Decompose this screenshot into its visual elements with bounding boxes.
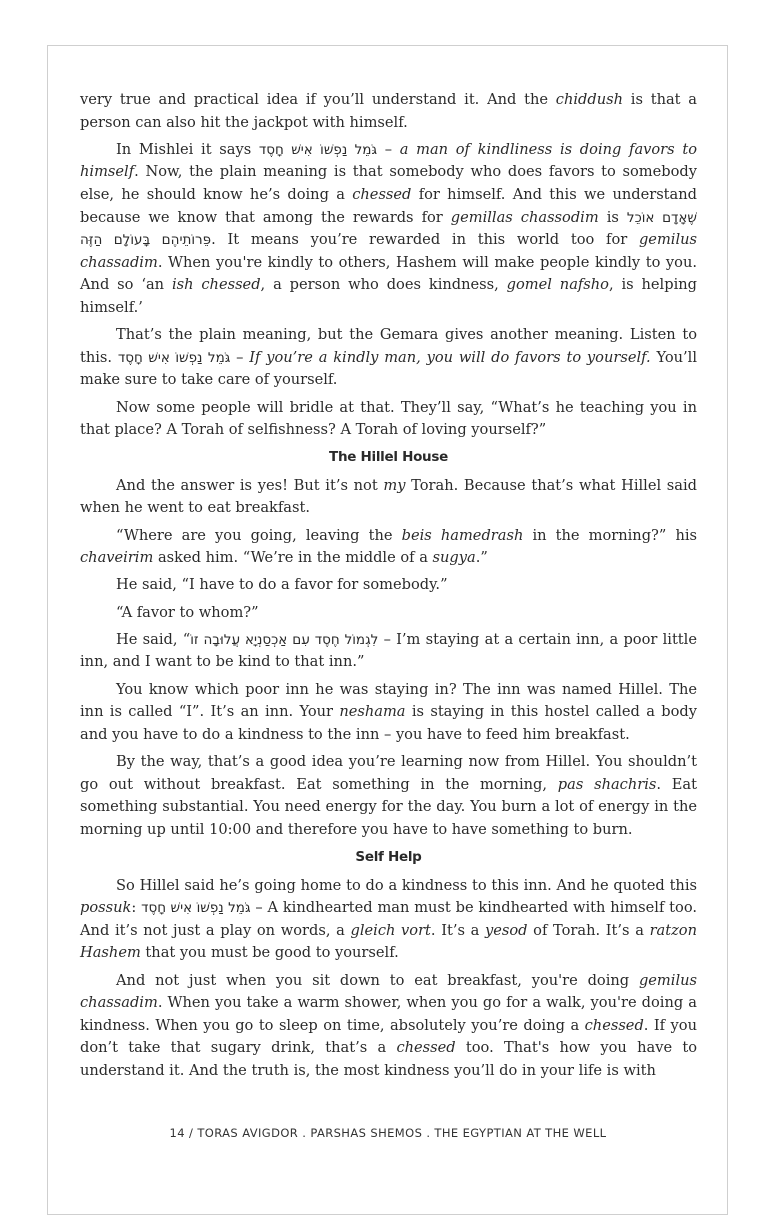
hebrew-quote: לִגְמוֹל חֶסֶד עִם אַכְסַנְיָא עֲלוּבָה זוֹ xyxy=(190,631,379,648)
text-run: So Hillel said he’s going home to do a kindness to this inn. And he quoted this xyxy=(116,876,697,894)
text-run: . If you don’t take that sugary drink, that’s a xyxy=(80,1016,697,1057)
italic-term: gemilus chassadim xyxy=(80,971,697,1012)
hebrew-quote: גֹּמֵל נַפְשׁוֹ אִישׁ חָסֶד xyxy=(141,900,251,917)
paragraph xyxy=(80,751,697,841)
page-body xyxy=(80,89,697,1087)
text-run: Torah. Because that’s what Hillel said when he went to eat breakfast. xyxy=(80,476,698,517)
text-run: is staying in this hostel called a body and you have to do a kindness to the inn – you have to feed him breakfast. xyxy=(80,703,697,743)
text-run: – A kindhearted man must be kindhearted with himself too. And it’s not just a play on words, a xyxy=(80,899,697,939)
text-run: . Eat something substantial. You need energy for the day. You burn a lot of energy in the morning up until 10:00 and therefore you have to have something to burn. xyxy=(80,775,697,838)
italic-term: gleich vort xyxy=(350,921,431,939)
text-run: very true and practical idea if you’ll understand it. And the xyxy=(80,91,556,108)
text-run: . When you take a warm shower, when you go for a walk, you're doing a kindness. When you go to sleep on time, absolutely you’re doing a xyxy=(80,994,697,1034)
text-run: By the way, that’s a good idea you’re learning now from Hillel. You shouldn’t go out without breakfast. Eat something in the morning, xyxy=(80,752,697,793)
text-run: , is helping himself.’ xyxy=(80,276,697,316)
italic-term: ratzon Hashem xyxy=(80,921,697,962)
text-run: : xyxy=(131,899,142,917)
text-run: , a person who does kindness, xyxy=(260,276,507,294)
italic-term: neshama xyxy=(339,703,406,721)
text-run: – xyxy=(377,140,400,158)
text-run: asked him. “We’re in the middle of a xyxy=(153,549,433,567)
text-run: is that a person can also hit the jackpot with himself. xyxy=(80,91,697,131)
paragraph xyxy=(80,525,697,570)
text-run: Now some people will bridle at that. They’ll say, “What’s he teaching you in that place? A Torah of selfishness? A Torah of loving yourself?” xyxy=(80,398,697,439)
text-run: In Mishlei it says xyxy=(116,140,259,158)
italic-term: ish chessed xyxy=(171,276,261,294)
italic-term: chessed xyxy=(396,1039,456,1057)
text-run: You’ll make sure to take care of yourself. xyxy=(80,348,697,389)
text-run: for himself. And this we understand because we know that among the rewards for xyxy=(80,185,697,226)
text-run: – xyxy=(230,348,250,366)
italic-term: my xyxy=(383,476,406,494)
paragraph xyxy=(80,475,697,520)
paragraph xyxy=(80,679,697,747)
italic-term: If you’re a kindly man, you will do favors to yourself. xyxy=(249,348,651,366)
italic-term: gomel nafsho xyxy=(506,276,609,294)
italic-term: gemillas chassodim xyxy=(450,208,599,226)
italic-term: yesod xyxy=(485,921,528,939)
italic-term: a man of kindliness is doing favors to himself xyxy=(80,140,697,181)
text-run: .” xyxy=(475,549,488,567)
italic-term: possuk xyxy=(80,899,132,917)
text-run: And not just when you sit down to eat breakfast, you're doing xyxy=(116,971,639,989)
text-run: You know which poor inn he was staying in? The inn was named Hillel. The inn is called “I”. It’s an inn. Your xyxy=(80,680,697,721)
paragraph xyxy=(80,574,697,597)
text-run: in the morning?” his xyxy=(523,526,697,544)
hebrew-quote: גֹּמֵל נַפְשׁוֹ אִישׁ חָסֶד xyxy=(258,141,378,158)
text-run: “Where are you going, leaving the xyxy=(116,526,402,544)
text-run: . It means you’re rewarded in this world too for xyxy=(211,231,639,249)
section-heading xyxy=(80,846,697,869)
hebrew-quote: שֶׁאָדָם אוֹכֵל פֵּרוֹתֵיהֶם בָּעוֹלָם הַזֶּה xyxy=(80,209,697,249)
italic-term: sugya xyxy=(432,549,476,567)
page-footer: 14 / TORAS AVIGDOR . PARSHAS SHEMOS . THE EGYPTIAN AT THE WELL xyxy=(169,1126,607,1140)
paragraph xyxy=(80,970,697,1083)
text-run: too. That's how you have to understand it. And the truth is, the most kindness you’ll do in your life is with xyxy=(80,1039,698,1079)
text-run: “A favor to whom?” xyxy=(116,603,259,621)
italic-term: pas shachris xyxy=(557,775,657,793)
paragraph xyxy=(80,89,697,134)
text-run: That’s the plain meaning, but the Gemara gives another meaning. Listen to this. xyxy=(80,326,697,366)
text-run: He said, “ xyxy=(116,630,191,648)
text-run: that you must be good to yourself. xyxy=(140,944,399,962)
italic-term: chaveirim xyxy=(80,549,154,567)
italic-term: chiddush xyxy=(555,91,624,108)
italic-term: chessed xyxy=(352,185,412,203)
italic-term: beis hamedrash xyxy=(401,526,524,544)
paragraph xyxy=(80,629,697,674)
text-run: . Now, the plain meaning is that somebody who does favors to somebody else, he should know he’s doing a xyxy=(80,163,697,203)
italic-term: gemilus chassadim xyxy=(80,231,698,271)
paragraph xyxy=(80,139,697,320)
section-heading xyxy=(80,446,697,469)
hebrew-quote: גֹּמֵל נַפְשׁוֹ אִישׁ חָסֶד xyxy=(117,349,231,366)
text-run: of Torah. It’s a xyxy=(527,921,650,939)
text-run: Self Help xyxy=(355,848,422,865)
text-run: The Hillel House xyxy=(329,449,448,466)
paragraph xyxy=(80,324,697,392)
text-run: And the answer is yes! But it’s not xyxy=(116,476,384,494)
paragraph xyxy=(80,397,697,442)
paragraph xyxy=(80,602,697,625)
text-run: He said, “I have to do a favor for somebody.” xyxy=(116,576,448,594)
paragraph xyxy=(80,875,697,965)
text-run: is xyxy=(598,208,627,226)
text-run: . When you're kindly to others, Hashem will make people kindly to you. And so ‘an xyxy=(80,253,697,294)
italic-term: chessed xyxy=(584,1016,644,1034)
text-run: . It’s a xyxy=(430,921,486,939)
text-run: – I’m staying at a certain inn, a poor little inn, and I want to be kind to that inn.” xyxy=(80,630,697,671)
